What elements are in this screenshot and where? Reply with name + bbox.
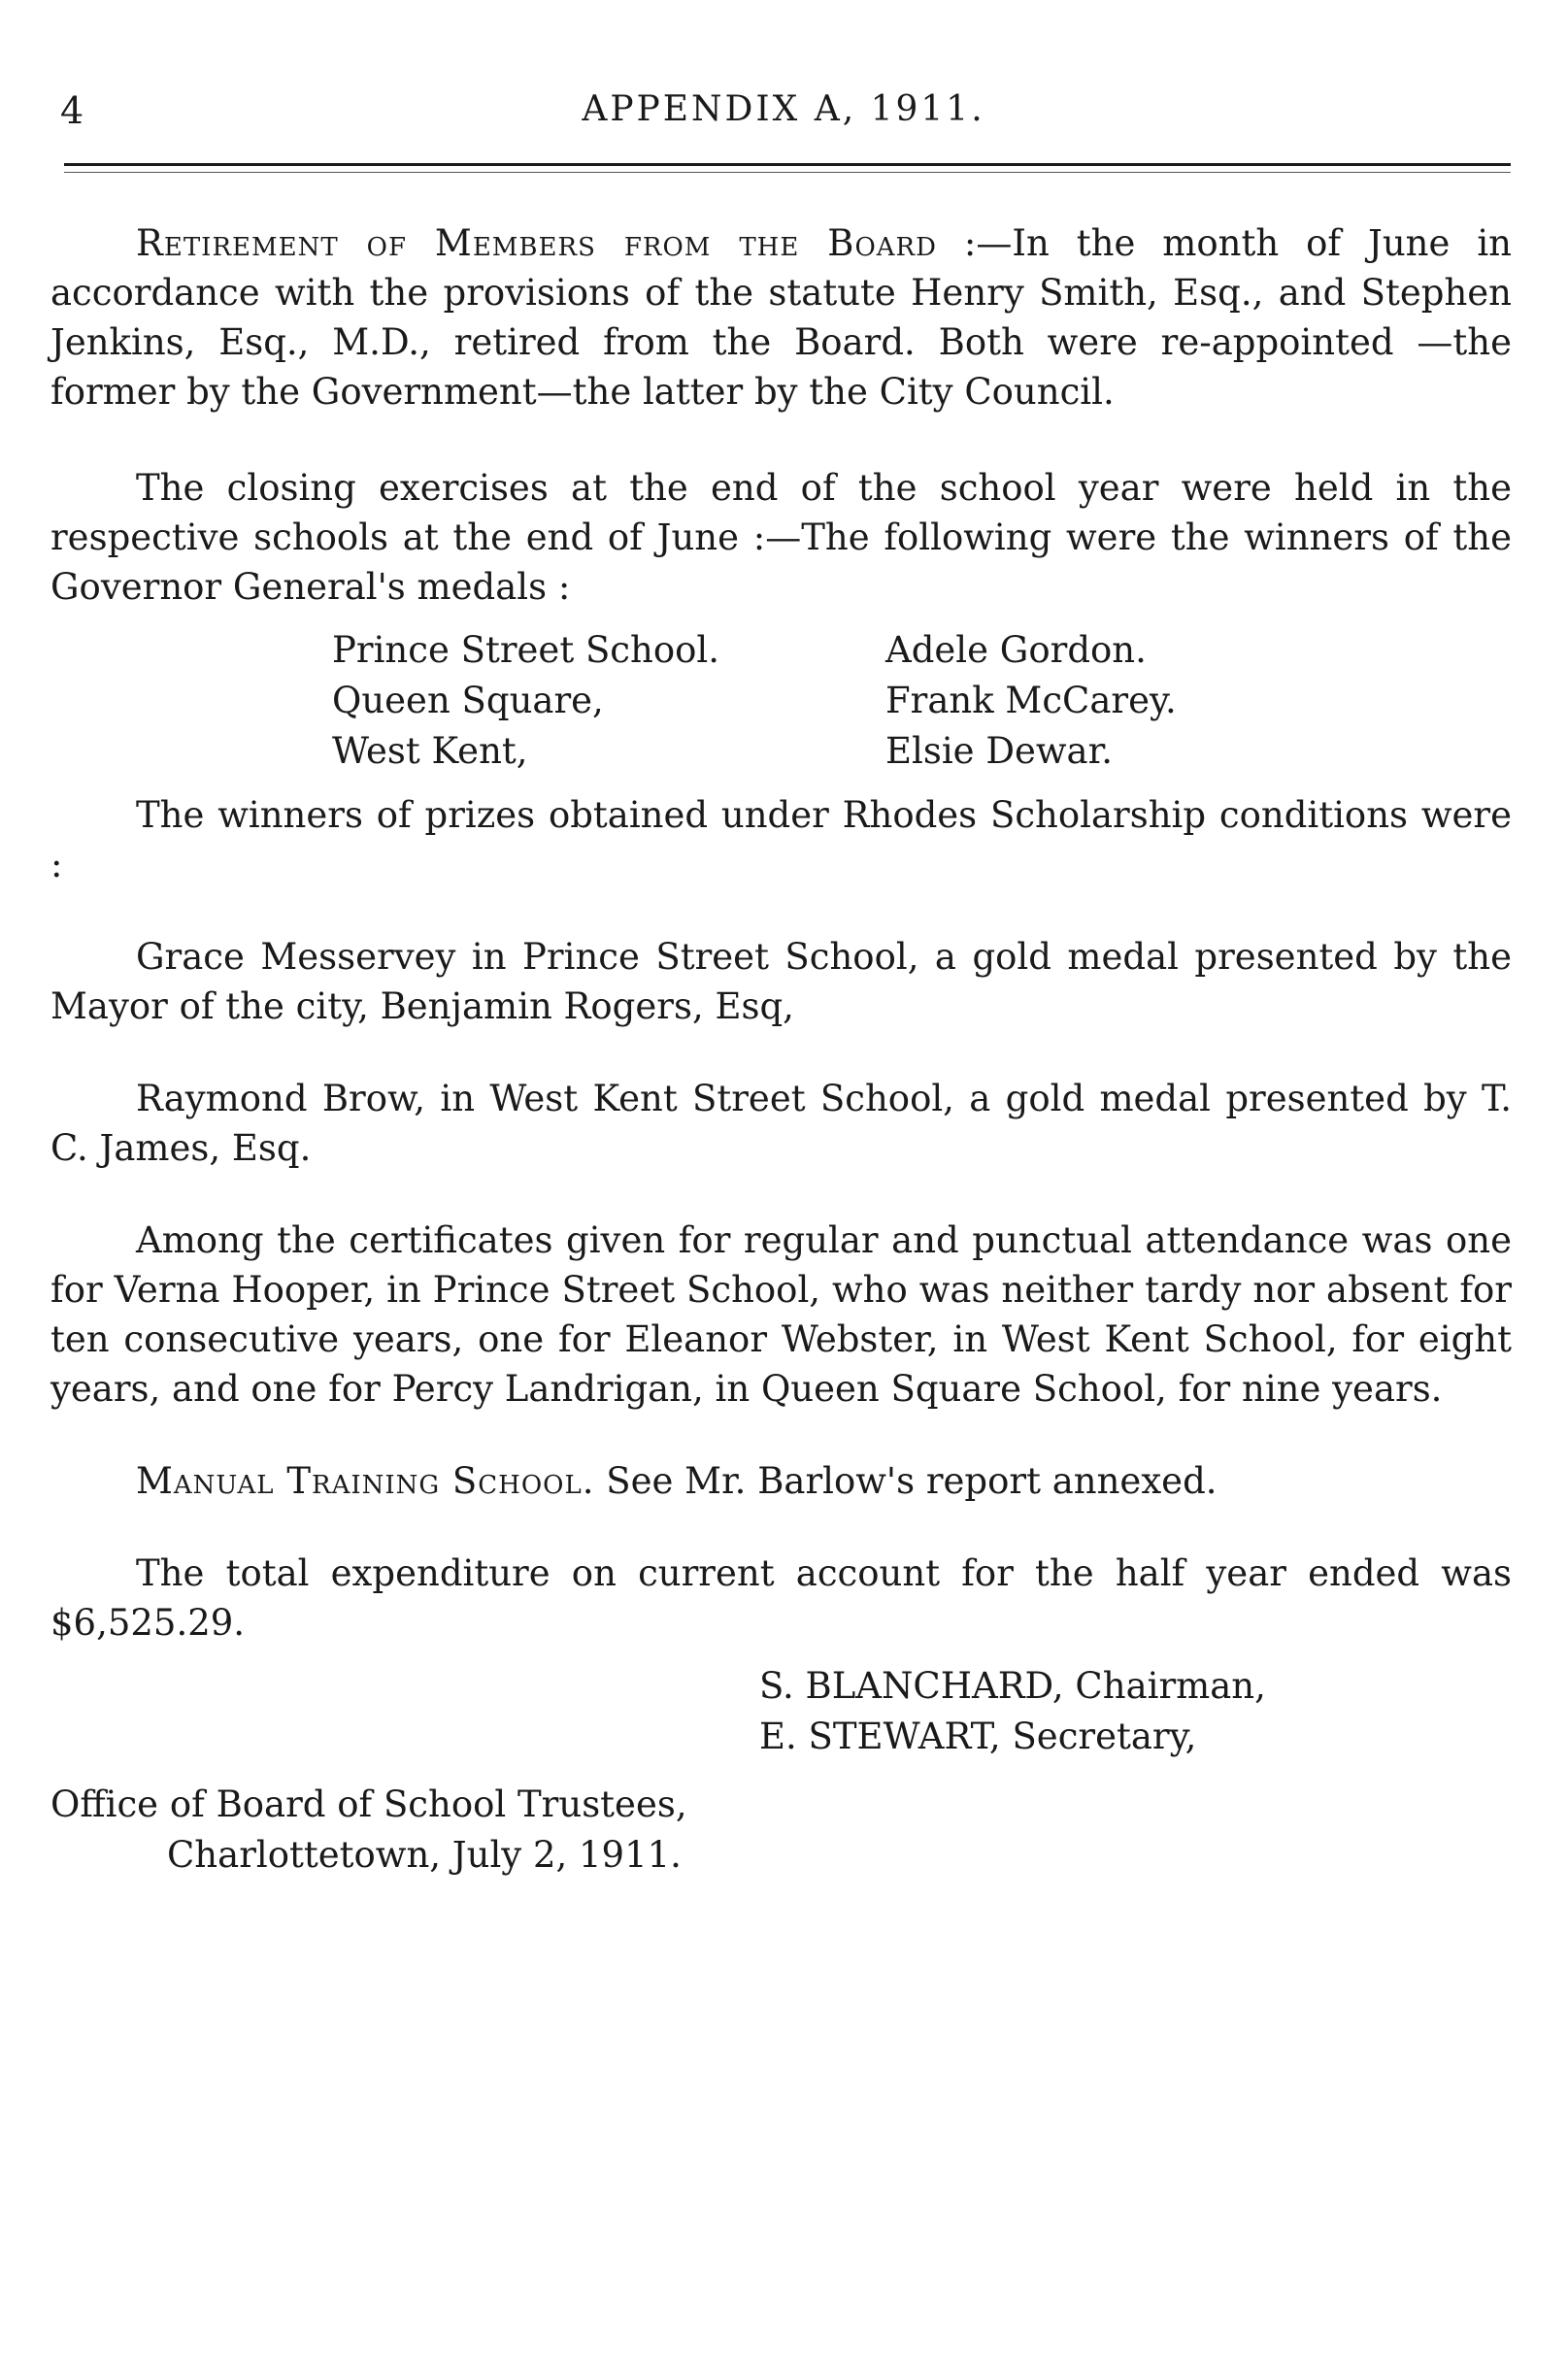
medal-winners-list [332, 625, 1303, 777]
list-item [332, 726, 1303, 777]
signature-chairman: S. BLANCHARD, Chairman, [759, 1665, 1266, 1707]
medal-school: Prince Street School. [332, 629, 719, 671]
paragraph-messervey: Grace Messervey in Prince Street School, a gold medal presented by the Mayor of the city, Benjamin Rogers, Esq, [50, 936, 1512, 1027]
running-head: APPENDIX A, 1911. [582, 89, 985, 129]
page-number: 4 [60, 89, 85, 132]
manual-text: See Mr. Barlow's report annexed. [594, 1460, 1218, 1502]
paragraph-manual-training [50, 1456, 1512, 1506]
paragraph-brow: Raymond Brow, in West Kent Street School, a gold medal presented by T. C. James, Esq. [50, 1078, 1512, 1169]
medal-school: West Kent, [332, 730, 528, 772]
paragraph-retirement [50, 218, 1512, 417]
office-dateline [50, 1780, 1512, 1881]
signature-block [759, 1661, 1512, 1762]
header-rule [64, 163, 1511, 173]
medal-school: Queen Square, [332, 680, 604, 721]
page-body [50, 218, 1512, 1881]
page-header [60, 89, 1507, 148]
list-item [332, 676, 1303, 726]
medal-winner: Frank McCarey. [885, 680, 1177, 721]
paragraph-certificates: Among the certificates given for regular and punctual attendance was one for Verna Hooper, in Prince Street School, who was neither tardy nor absent for ten consecutive years, one for Eleanor Webster, in West Kent School, for eight years, and one for Percy Landrigan, in Queen Square School, for nine years. [50, 1219, 1512, 1410]
list-item [332, 625, 1303, 676]
paragraph-rhodes: The winners of prizes obtained under Rhodes Scholarship conditions were : [50, 794, 1512, 885]
medal-winner: Adele Gordon. [885, 629, 1147, 671]
retirement-lead: Retirement of Members from the Board [136, 222, 937, 264]
retirement-text: :—In the month of June in accordance with the provisions of the statute Henry Smith, Esq., and Stephen Jenkins, Esq., M.D., retired from the Board. Both were re-appointed —the former by the Government—the latter by the City Council. [50, 222, 1513, 413]
manual-lead: Manual Training School. [136, 1460, 595, 1502]
office-name: Office of Board of School Trustees, [50, 1783, 687, 1825]
paragraph-expenditure: The total expenditure on current account for the half year ended was $6,525.29. [50, 1552, 1512, 1644]
signature-secretary: E. STEWART, Secretary, [759, 1716, 1197, 1757]
medal-winner: Elsie Dewar. [885, 730, 1113, 772]
office-place-date: Charlottetown, July 2, 1911. [167, 1834, 682, 1876]
paragraph-closing-exercises: The closing exercises at the end of the school year were held in the respective schools at the end of June :—The following were the winners of the Governor General's medals : [50, 467, 1512, 608]
